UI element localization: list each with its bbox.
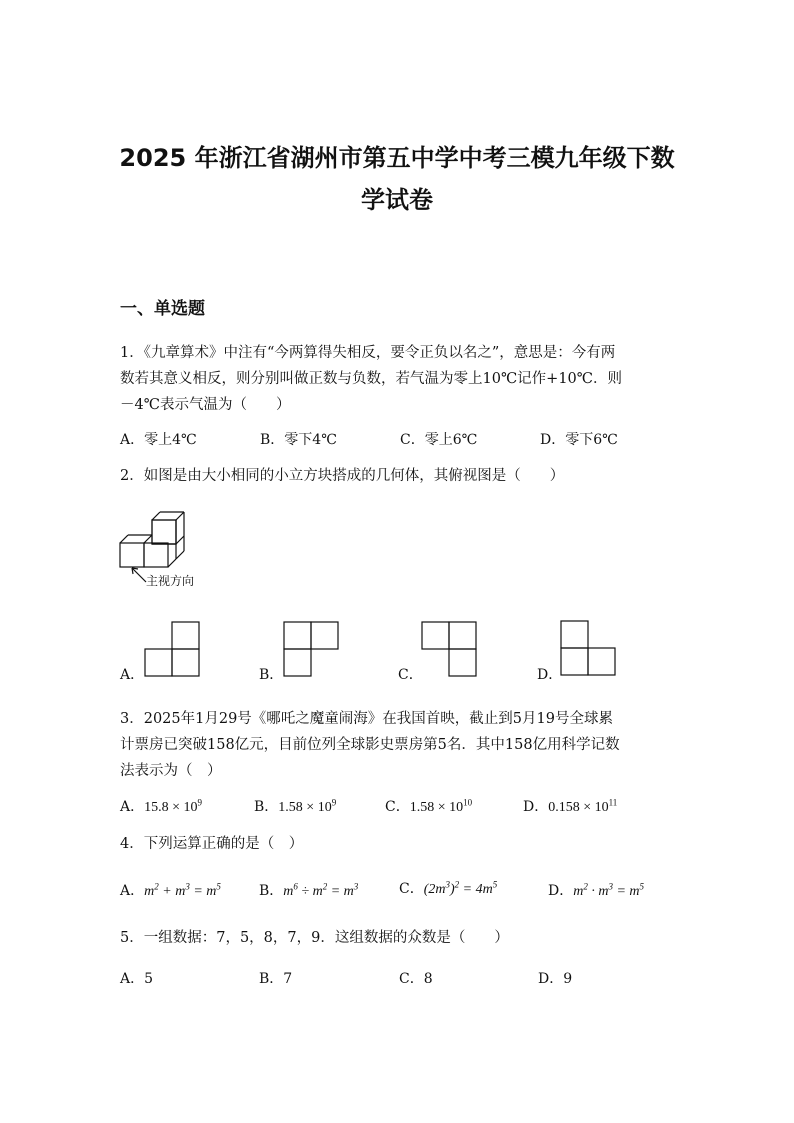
q2-option-b-grid xyxy=(283,620,343,680)
question-3-line1: 3．2025年1月29号《哪吒之魔童闹海》在我国首映，截止到5月19号全球累 xyxy=(120,711,613,727)
cube-front-face xyxy=(144,543,168,567)
q4-option-d: D．$m^2 \cdot m^3 = m^5$ xyxy=(548,881,645,899)
q1-option-b: B．零下4℃ xyxy=(260,432,337,448)
question-1-line1: 1．《九章算术》中注有“今两算得失相反，要令正负以名之”，意思是：今有两 xyxy=(120,345,616,361)
q3-option-a: A．$15.8 \times 10^9$ xyxy=(120,797,203,815)
question-3-line2: 计票房已突破158亿元，目前位列全球影史票房第5名．其中158亿用科学记数 xyxy=(120,737,620,753)
view-direction-label: 主视方向 xyxy=(146,574,195,588)
q4-option-b: B．$m^6 \div m^2 = m^3$ xyxy=(259,881,359,899)
q2-option-d-letter: D． xyxy=(537,667,563,683)
q5-option-b: B．7 xyxy=(259,971,293,987)
q2-option-b-letter: B． xyxy=(259,667,284,683)
q3-option-b: B．$1.58 \times 10^9$ xyxy=(254,797,337,815)
q3-option-c: C．$1.58 \times 10^{10}$ xyxy=(385,797,473,815)
q2-option-d-grid xyxy=(560,619,620,679)
q5-option-d: D．9 xyxy=(538,971,573,987)
section-heading: 一、单选题 xyxy=(120,299,205,319)
question-2: 2．如图是由大小相同的小立方块搭成的几何体，其俯视图是（ ） xyxy=(120,468,565,484)
question-4: 4．下列运算正确的是（ ） xyxy=(120,836,304,852)
q5-option-a: A．5 xyxy=(120,971,154,987)
question-1-line2: 数若其意义相反，则分别叫做正数与负数，若气温为零上10℃记作+10℃．则 xyxy=(120,371,622,387)
q2-option-a-grid xyxy=(144,620,204,680)
q2-option-a-letter: A． xyxy=(120,667,145,683)
q4-option-c: C．$(2m^3)^2 = 4m^5$ xyxy=(399,879,498,897)
cube-front-face xyxy=(120,543,144,567)
question-3-line3: 法表示为（ ） xyxy=(120,763,222,779)
question-3 xyxy=(120,706,680,784)
q5-option-c: C．8 xyxy=(399,971,433,987)
q3-option-d: D．$0.158 \times 10^{11}$ xyxy=(523,797,618,815)
page-title-line1: 2025 年浙江省湖州市第五中学中考三模九年级下数 xyxy=(119,144,675,172)
q2-option-c-letter: C． xyxy=(398,667,423,683)
question-1-line3: －4℃表示气温为（ ） xyxy=(120,397,291,413)
cube-front-face xyxy=(152,520,176,544)
question-1 xyxy=(120,340,680,418)
q1-option-a: A．零上4℃ xyxy=(120,432,197,448)
q2-option-c-grid xyxy=(421,620,481,680)
q1-option-c: C．零上6℃ xyxy=(400,432,478,448)
q1-option-d: D．零下6℃ xyxy=(540,432,618,448)
q4-option-a: A．$m^2 + m^3 = m^5$ xyxy=(120,881,221,899)
question-5: 5．一组数据：7，5，8，7，9．这组数据的众数是（ ） xyxy=(120,930,509,946)
page-title-line2: 学试卷 xyxy=(361,186,433,214)
